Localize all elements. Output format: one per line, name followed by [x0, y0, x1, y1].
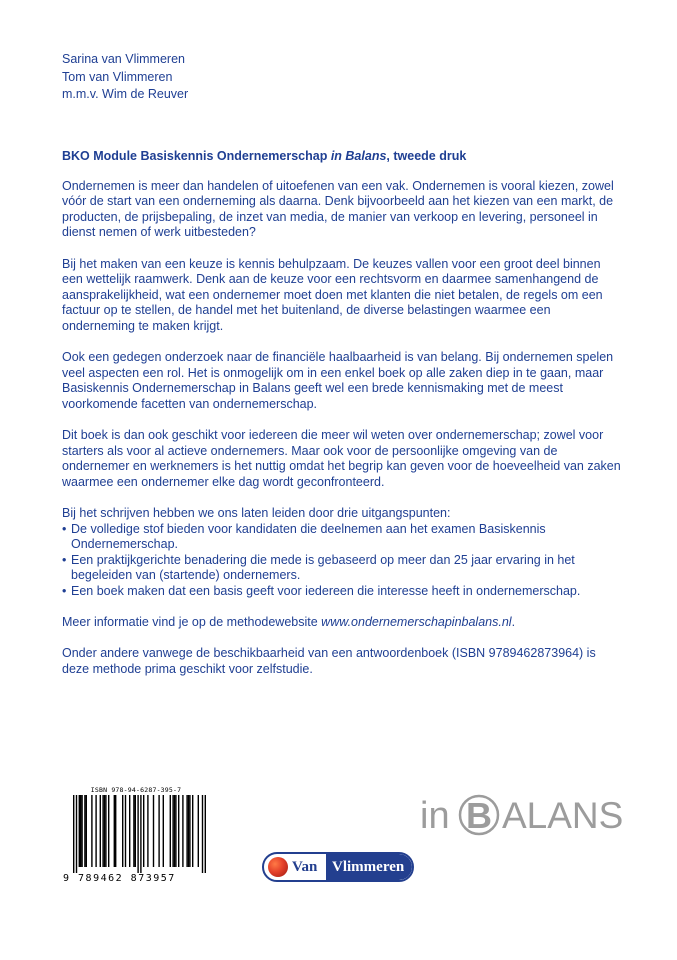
author-name: Sarina van Vlimmeren — [62, 52, 185, 66]
publisher-logo — [262, 852, 414, 882]
back-cover-text — [62, 149, 622, 693]
logo-alans-text: ALANS — [502, 795, 624, 836]
barcode-bar — [143, 795, 144, 867]
barcode-bar — [91, 795, 92, 867]
barcode-bars — [63, 795, 209, 873]
barcode-bar — [108, 795, 109, 867]
barcode-bar — [81, 795, 82, 867]
barcode-bar — [192, 795, 193, 867]
barcode-bar — [105, 795, 106, 867]
paragraph: Ondernemen is meer dan handelen of uitoefenen van een vak. Ondernemen is vooral kiezen, zowel vóór de start van een onderneming als daarna. Denk bijvoorbeeld aan het kiezen van een markt, de producten, de prijsbepaling, de inzet van media, de manier van verkoop en levering, personeel in dienst nemen of werk uitbesteden? — [62, 178, 614, 240]
barcode-bar — [79, 795, 80, 867]
title-italic: in Balans — [330, 149, 387, 163]
barcode-bar — [202, 795, 203, 873]
barcode-bar — [122, 795, 123, 867]
more-info — [62, 615, 622, 631]
list-item: • De volledige stof bieden voor kandidaten die deelnemen aan het examen Basiskennis Ondernemerschap. — [62, 522, 622, 553]
more-info-suffix: . — [511, 615, 516, 630]
barcode-bar — [76, 795, 77, 873]
barcode-bar — [100, 795, 101, 867]
barcode-bar — [140, 795, 141, 873]
isbn-label: ISBN 978-94-6287-395-7 — [90, 786, 182, 794]
barcode-bar — [172, 795, 173, 867]
publisher-van: Van — [292, 859, 318, 875]
author-name: Tom van Vlimmeren — [62, 69, 173, 84]
in-balans-logo — [420, 790, 642, 840]
barcode-bar — [133, 795, 134, 867]
principles-intro: Bij het schrijven hebben we ons laten leiden door drie uitgangspunten: — [62, 506, 451, 521]
self-study-note: Onder andere vanwege de beschikbaarheid van een antwoordenboek (ISBN 9789462873964) is deze methode prima geschikt voor zelfstudie. — [62, 646, 596, 676]
title-suffix: , tweede druk — [386, 149, 467, 163]
author-list — [62, 51, 188, 104]
paragraph: Ook een gedegen onderzoek naar de financiële haalbaarheid is van belang. Bij ondernemen spelen veel aspecten een rol. Het is onmogelijk om in een enkel boek op alle zaken diep in te gaan, maar Basiskennis Ondernemerschap in Balans geeft wel een brede kennismaking met de meest voorkomende facetten van ondernemerschap. — [62, 350, 614, 411]
title-prefix: BKO Module Basiskennis Ondernemerschap — [62, 149, 331, 163]
barcode-bar — [188, 795, 189, 867]
principles-list — [62, 522, 622, 600]
barcode-bar — [102, 795, 103, 867]
barcode — [63, 786, 209, 886]
logo-in-text: in — [420, 795, 450, 837]
barcode-bar — [137, 795, 138, 873]
barcode-bar — [205, 795, 206, 873]
more-info-prefix: Meer informatie vind je op de methodewebsite — [62, 615, 322, 630]
website-link[interactable]: www.ondernemerschapinbalans.nl — [321, 615, 512, 630]
barcode-bar — [135, 795, 136, 867]
author-name: m.m.v. Wim de Reuver — [62, 87, 189, 101]
barcode-bar — [86, 795, 87, 867]
globe-icon — [268, 857, 288, 877]
barcode-bar — [73, 795, 74, 873]
barcode-bar — [125, 795, 126, 867]
paragraph: Dit boek is dan ook geschikt voor iedereen die meer wil weten over ondernemerschap; zowel voor starters als voor al actieve ondernemers. Maar ook voor de persoonlijke omgeving van de ondernemer en werknemers is het nuttig omdat het begrip kan geven voor de hoeveelheid van zaken waarmee een ondernemer elke dag wordt geconfronteerd. — [62, 428, 621, 489]
barcode-bar — [129, 795, 130, 867]
barcode-bar — [170, 795, 171, 867]
barcode-bar — [80, 795, 81, 867]
paragraph: Bij het maken van een keuze is kennis behulpzaam. De keuzes vallen voor een groot deel binnen een wettelijk raamwerk. Denk aan de keuze voor een rechtsvorm en daarmee samenhangend de aansprakelijkheid, wat een ondernemer moet doen met klanten die niet betalen, de regels om een factuur op te stellen, de handel met het buitenland, de diverse belastingen waarmee een onderneming te maken krijgt. — [62, 256, 603, 333]
barcode-bar — [147, 795, 148, 867]
barcode-bar — [163, 795, 164, 867]
publisher-name: Vlimmeren — [326, 854, 412, 880]
barcode-bar — [95, 795, 96, 867]
barcode-bar — [182, 795, 183, 867]
barcode-bar — [104, 795, 105, 867]
barcode-bar — [114, 795, 115, 867]
barcode-bar — [178, 795, 179, 867]
barcode-bar — [174, 795, 175, 867]
barcode-bar — [158, 795, 159, 867]
book-title — [62, 149, 622, 165]
barcode-bar — [186, 795, 187, 867]
barcode-bar — [198, 795, 199, 867]
list-item: • Een praktijkgerichte benadering die mede is gebaseerd op meer dan 25 jaar ervaring in het begeleiden van (startende) ondernemers. — [62, 553, 622, 584]
barcode-bar — [189, 795, 190, 867]
list-item: • Een boek maken dat een basis geeft voor iedereen die interesse heeft in ondernemerschap. — [62, 584, 622, 600]
logo-b-letter: B — [466, 795, 492, 836]
barcode-bar — [115, 795, 116, 867]
barcode-bar — [175, 795, 176, 867]
ean-digits: 9 789462 873957 — [63, 873, 176, 884]
barcode-bar — [153, 795, 154, 867]
barcode-bar — [84, 795, 85, 867]
